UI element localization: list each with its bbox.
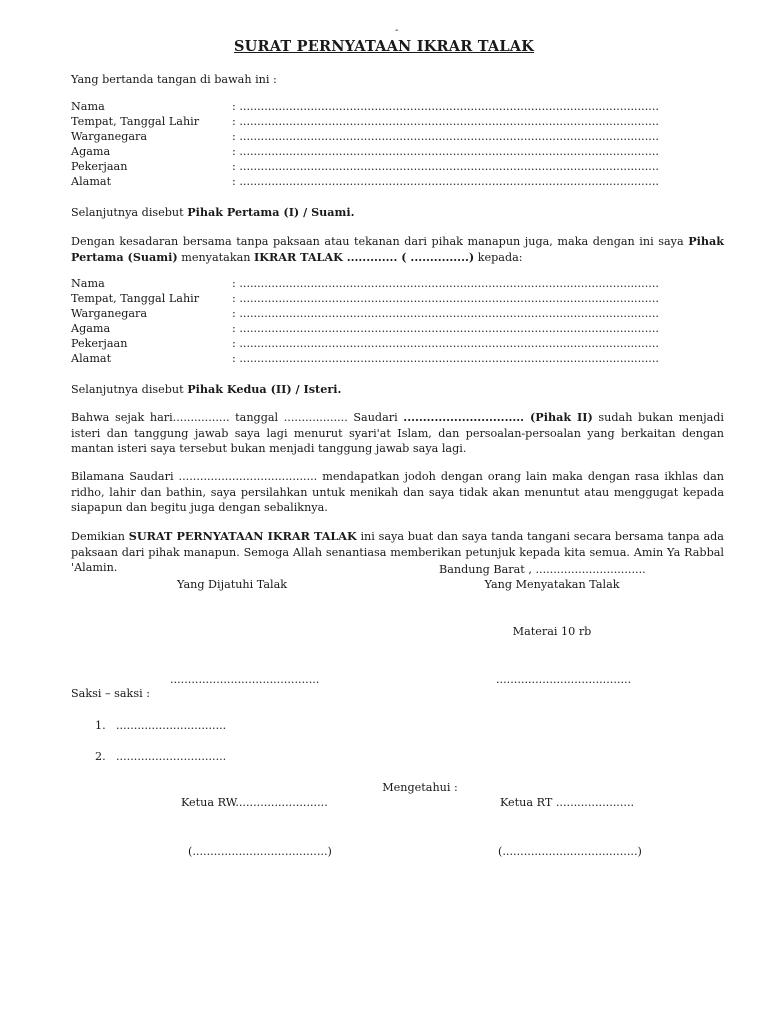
party1-birth-value: : ...................................................................................................................... <box>232 115 659 128</box>
party2-designation <box>71 382 341 397</box>
party2-religion-value: : ...................................................................................................................... <box>232 322 659 335</box>
intro-text: Yang bertanda tangan di bawah ini : <box>71 73 277 86</box>
rt-head-line: Ketua RT ...................... <box>500 796 635 809</box>
header-mark: - <box>395 25 399 36</box>
declaration-bold-2: IKRAR TALAK ............. ( ...............) <box>254 249 475 264</box>
party1-address-value: : ...................................................................................................................... <box>232 175 659 188</box>
materai-stamp: Materai 10 rb <box>512 625 592 638</box>
statement-text-2: sudah bukan menjadi isteri dan tanggung jawab saya lagi menurut syari'at Islam, dan persoalan-persoalan yang berkaitan dengan mantan isteri saya tersebut bukan menjadi tanggung jawab saya lagi. <box>71 411 724 455</box>
remarriage-paragraph: Bilamana Saudari ....................................... mendapatkan jodoh dengan orang lain maka dengan rasa ikhlas dan ridho, lahir dan bathin, saya persilahkan untuk menikah dan saya tidak akan menuntut atau menggugat kepada siapapun dan begitu juga dengan sebaliknya. <box>71 470 724 514</box>
right-signature-line: ...................................... <box>496 673 632 686</box>
party2-name-value: : ...................................................................................................................... <box>232 277 659 290</box>
party2-designation-bold: Pihak Kedua (II) / Isteri. <box>187 382 342 396</box>
acknowledgement-heading: Mengetahui : <box>382 781 458 794</box>
declaration-text-3: kepada: <box>474 250 523 264</box>
party2-occupation-value: : ...................................................................................................................... <box>232 337 659 350</box>
document-title: SURAT PERNYATAAN IKRAR TALAK <box>233 38 535 55</box>
party1-designation-prefix: Selanjutnya disebut <box>71 206 188 219</box>
witness-2-number: 2. <box>95 750 106 763</box>
party1-religion-value: : ...................................................................................................................... <box>232 145 659 158</box>
place-date: Bandung Barat , ............................... <box>439 563 646 576</box>
closing-bold-1: SURAT PERNYATAAN IKRAR TALAK <box>128 529 357 543</box>
party2-name-label: Nama <box>71 277 105 290</box>
witness-2-line: ............................... <box>116 750 227 763</box>
witness-1-line: ............................... <box>116 719 227 732</box>
statement-paragraph <box>71 410 724 457</box>
party2-religion-label: Agama <box>71 322 111 335</box>
rt-signature: (......................................) <box>498 845 642 858</box>
party2-birth-value: : ...................................................................................................................... <box>232 292 659 305</box>
left-signature-line: .......................................... <box>170 673 320 686</box>
party2-citizenship-label: Warganegara <box>71 307 148 320</box>
right-signer-title: Yang Menyatakan Talak <box>484 578 620 591</box>
party1-occupation-value: : ...................................................................................................................... <box>232 160 659 173</box>
party1-designation <box>71 205 355 220</box>
declaration-paragraph <box>71 234 724 265</box>
declaration-text-1: Dengan kesadaran bersama tanpa paksaan atau tekanan dari pihak manapun juga, maka dengan ini saya <box>71 235 689 248</box>
closing-text-2: ini saya buat dan saya tanda tangani secara bersama tanpa ada paksaan dari pihak manapun. Semoga Allah senantiasa memberikan petunjuk kepada kita semua. Amin Ya Rabbal 'Alamin. <box>71 530 724 574</box>
left-signer-title: Yang Dijatuhi Talak <box>176 578 288 591</box>
witnesses-heading: Saksi – saksi : <box>71 687 150 700</box>
party2-address-label: Alamat <box>71 352 112 365</box>
party1-occupation-label: Pekerjaan <box>71 160 128 173</box>
closing-text-1: Demikian <box>71 530 129 543</box>
declaration-text-2: menyatakan <box>177 250 255 264</box>
party2-birth-label: Tempat, Tanggal Lahir <box>71 292 200 305</box>
rw-signature: (......................................) <box>188 845 332 858</box>
party1-designation-bold: Pihak Pertama (I) / Suami. <box>187 205 355 219</box>
party2-occupation-label: Pekerjaan <box>71 337 128 350</box>
party1-citizenship-label: Warganegara <box>71 130 148 143</box>
rw-head-line: Ketua RW.......................... <box>181 796 328 809</box>
party1-name-value: : ...................................................................................................................... <box>232 100 659 113</box>
party1-citizenship-value: : ...................................................................................................................... <box>232 130 659 143</box>
party2-address-value: : ...................................................................................................................... <box>232 352 659 365</box>
statement-bold-1: ............................... (Pihak II) <box>403 410 593 424</box>
party1-religion-label: Agama <box>71 145 111 158</box>
party1-address-label: Alamat <box>71 175 112 188</box>
declaration-bold-1: Pihak Pertama (Suami) <box>71 234 724 264</box>
party1-birth-label: Tempat, Tanggal Lahir <box>71 115 200 128</box>
witness-1-number: 1. <box>95 719 106 732</box>
party2-citizenship-value: : ...................................................................................................................... <box>232 307 659 320</box>
party2-designation-prefix: Selanjutnya disebut <box>71 383 188 396</box>
party1-name-label: Nama <box>71 100 105 113</box>
statement-text-1: Bahwa sejak hari................ tanggal .................. Saudari <box>71 411 404 424</box>
